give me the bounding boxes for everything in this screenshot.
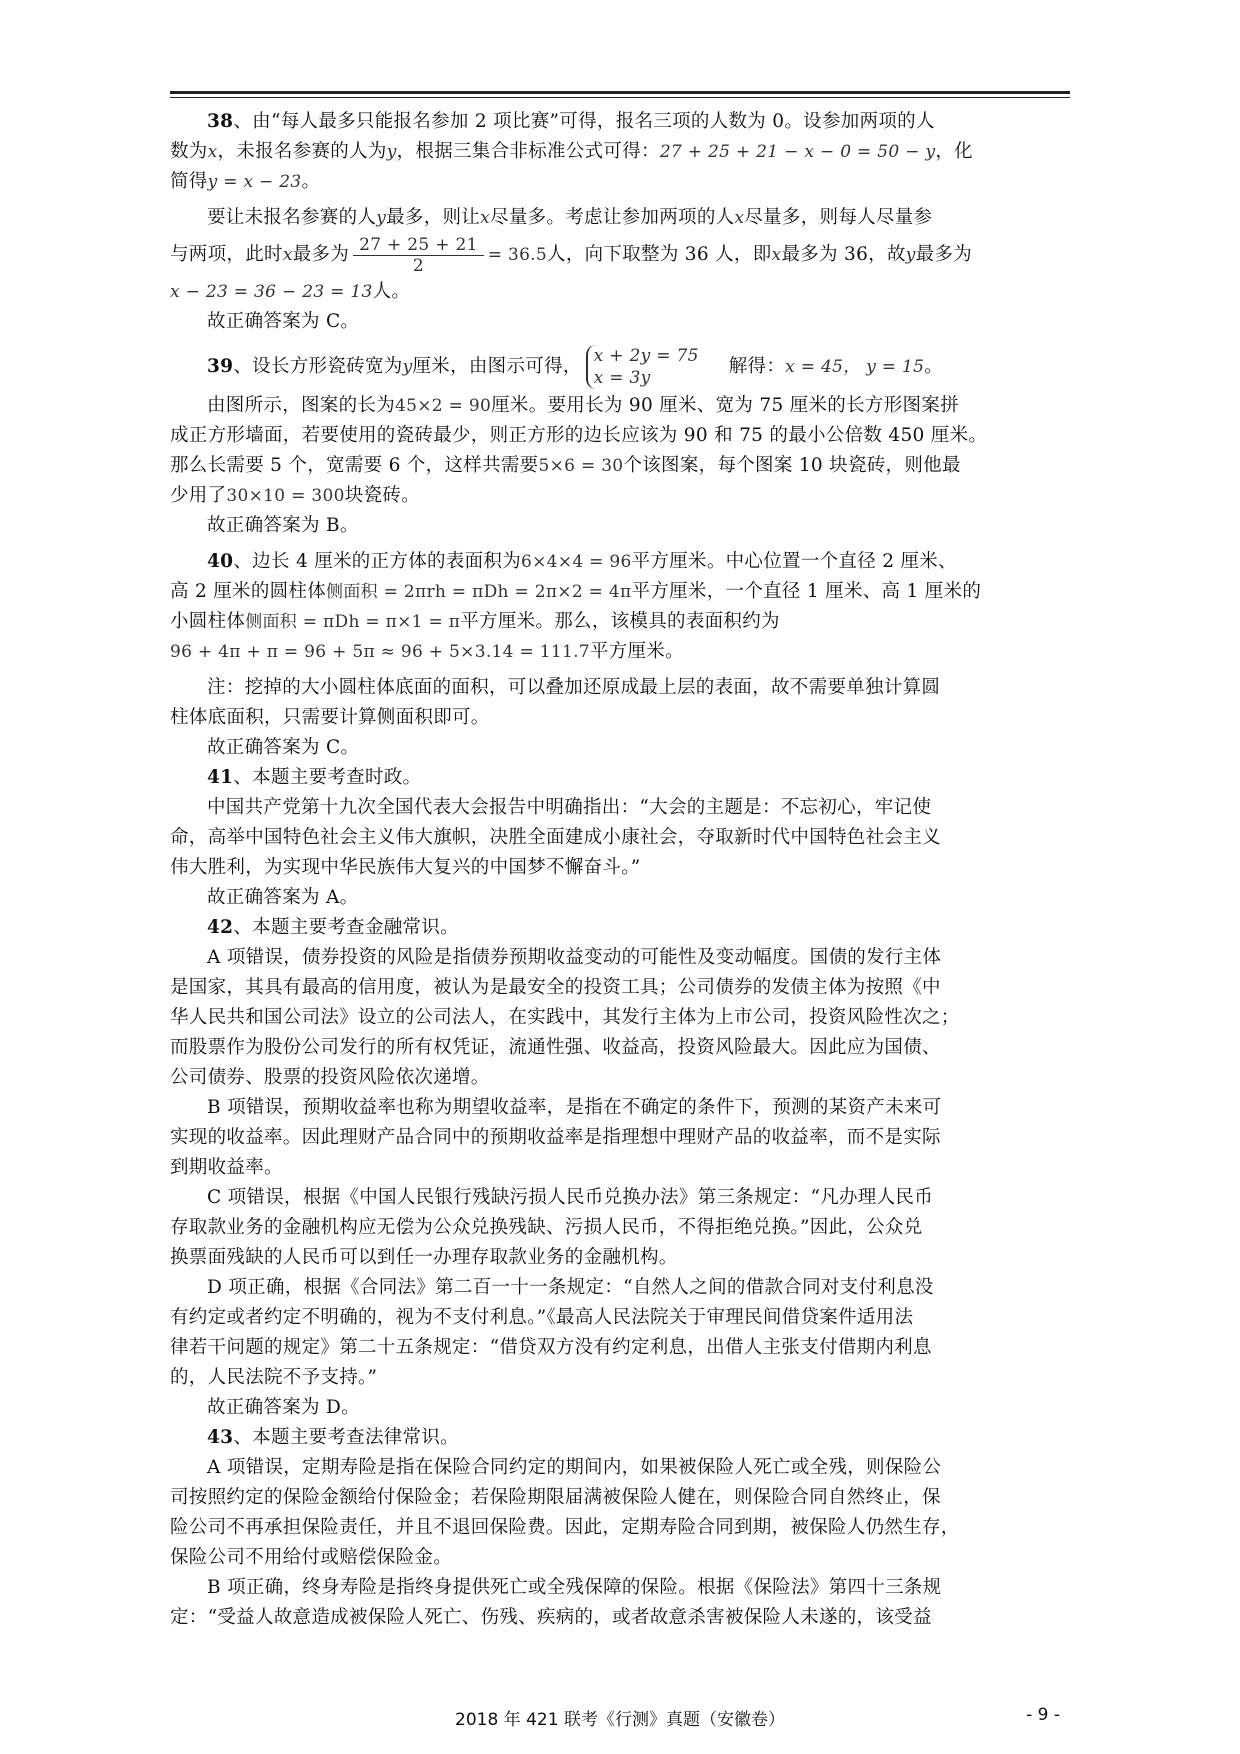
answer-38-para1: 38、由“每人最多只能报名参加 2 项比赛”可得，报名三项的人数为 0。设参加两项的人 数为x，未报名参赛的人为y，根据三集合非标准公式可得：27 + 25 + 21 − x − 0 = 50 − y，化 简得y = x − 23。 bbox=[170, 111, 973, 192]
page-number: - 9 - bbox=[1026, 1705, 1060, 1725]
answer-41-para: 中国共产党第十九次全国代表大会报告中明确指出：“大会的主题是：不忘初心，牢记使 命，高举中国特色社会主义伟大旗帜，决胜全面建成小康社会，夺取新时代中国特色社会主义 伟大胜利，为实现中华民族伟大复兴的中国梦不懈奋斗。” bbox=[170, 797, 941, 878]
question-number: 41 bbox=[207, 767, 234, 788]
answer-39-result: 故正确答案为 B。 bbox=[207, 515, 359, 536]
answer-43-title: 43、本题主要考查法律常识。 bbox=[207, 1427, 459, 1448]
equation-system: x + 2y = 75 x = 3y bbox=[586, 345, 699, 389]
answer-42-option-c: C 项错误，根据《中国人民银行残缺污损人民币兑换办法》第三条规定：“凡办理人民币 存取款业务的金融机构应无偿为公众兑换残缺、污损人民币，不得拒绝兑换。”因此，公众兑 换票面残缺的人民币可以到任一办理存取款业务的金融机构。 bbox=[170, 1187, 933, 1268]
answer-41-result: 故正确答案为 A。 bbox=[207, 887, 359, 908]
answer-39-para1: 39、设长方形瓷砖宽为y厘米，由图示可得， x + 2y = 75 x = 3y 解得：x = 45， y = 15。 bbox=[207, 346, 944, 388]
question-number: 39 bbox=[207, 356, 234, 377]
footer-title: 2018 年 421 联考《行测》真题（安徽卷） bbox=[455, 1710, 785, 1730]
answer-42-option-a: A 项错误，债券投资的风险是指债券预期收益变动的可能性及变动幅度。国债的发行主体 是国家，其具有最高的信用度，被认为是最安全的投资工具；公司债券的发债主体为按照《中 华人民共和国公司法》设立的公司法人，在实践中，其发行主体为上市公司，投资风险性次之； 而股票作为股份公司发行的所有权凭证，流通性强、收益高，投资风险最大。因此应为国债、 公司债券、股票的投资风险依次递增。 bbox=[170, 947, 960, 1088]
answer-42-option-d: D 项正确，根据《合同法》第二百一十一条规定：“自然人之间的借款合同对支付利息没 有约定或者约定不明确的，视为不支付利息。”《最高人民法院关于审理民间借贷案件适用法 律若干问题的规定》第二十五条规定：“借贷双方没有约定利息，出借人主张支付借期内利息 的，人民法院不予支持。” bbox=[170, 1277, 934, 1388]
fraction: $\frac{27 + 25 + 21}{2}$ bbox=[353, 235, 484, 276]
answer-40-note: 注：挖掉的大小圆柱体底面的面积，可以叠加还原成最上层的表面，故不需要单独计算圆 柱体底面积，只需要计算侧面积即可。 bbox=[170, 677, 941, 728]
formula: x − 23 = 36 − 23 = 13 bbox=[170, 282, 373, 302]
answer-42-option-b: B 项错误，预期收益率也称为期望收益率，是指在不确定的条件下，预测的某资产未来可 实现的收益率。因此理财产品合同中的预期收益率是指理想中理财产品的收益率，而不是实际 到期收益率。 bbox=[170, 1097, 942, 1178]
header-rule-thick bbox=[170, 91, 1070, 94]
page-body bbox=[170, 107, 1070, 1633]
question-number: 38 bbox=[207, 111, 234, 132]
answer-43-option-a: A 项错误，定期寿险是指在保险合同约定的期间内，如果被保险人死亡或全残，则保险公 司按照约定的保险金额给付保险金；若保险期限届满被保险人健在，则保险合同自然终止，保 险公司不再承担保险责任，并且不退回保险费。因此，定期寿险合同到期，被保险人仍然生存， 保险公司不用给付或赔偿保险金。 bbox=[170, 1457, 960, 1568]
formula: y = x − 23 bbox=[207, 172, 302, 192]
header-rule-thin bbox=[170, 97, 1070, 98]
answer-38-result: 故正确答案为 C。 bbox=[207, 311, 360, 332]
answer-43-option-b: B 项正确，终身寿险是指终身提供死亡或全残保障的保险。根据《保险法》第四十三条规 定：“受益人故意造成被保险人死亡、伤残、疾病的，或者故意杀害被保险人未遂的，该受益 bbox=[170, 1577, 942, 1628]
formula: 27 + 25 + 21 − x − 0 = 50 − y bbox=[659, 142, 936, 162]
answer-39-para2: 由图所示，图案的长为45×2 = 90厘米。要用长为 90 厘米、宽为 75 厘米的长方形图案拼 成正方形墙面，若要使用的瓷砖最少，则正方形的边长应该为 90 和 75 的最小公倍数 450 厘米。 那么长需要 5 个，宽需要 6 个，这样共需要5×6 = 30个该图案，每个图案 10 块瓷砖，则他最 少用了30×10 = 300块瓷砖。 bbox=[170, 395, 988, 506]
answer-42-title: 42、本题主要考查金融常识。 bbox=[207, 917, 459, 938]
answer-40-result: 故正确答案为 C。 bbox=[207, 737, 360, 758]
answer-38-para2: 要让未报名参赛的人y最多，则让x尽量多。考虑让参加两项的人x尽量多，则每人尽量参 与两项，此时x最多为 $\frac{27 + 25 + 21}{2}$ = 36.5人，向下取整为 36 人，即x最多为 36，故y最多为 x − 23 = 36 − 23 = 13人。 bbox=[170, 207, 973, 302]
answer-42-result: 故正确答案为 D。 bbox=[207, 1397, 360, 1418]
question-number: 43 bbox=[207, 1427, 234, 1448]
question-number: 42 bbox=[207, 917, 234, 938]
answer-41-title: 41、本题主要考查时政。 bbox=[207, 767, 422, 788]
answer-40-para1: 40、边长 4 厘米的正方体的表面积为6×4×4 = 96平方厘米。中心位置一个直径 2 厘米、 高 2 厘米的圆柱体侧面积 = 2πrh = πDh = 2π×2 = 4π平方厘米，一个直径 1 厘米、高 1 厘米的 小圆柱体侧面积 = πDh = π×1 = π平方厘米。那么，该模具的表面积约为 96 + 4π + π = 96 + 5π ≈ 96 + 5×3.14 = 111.7平方厘米。 bbox=[170, 551, 982, 662]
question-number: 40 bbox=[207, 551, 234, 572]
